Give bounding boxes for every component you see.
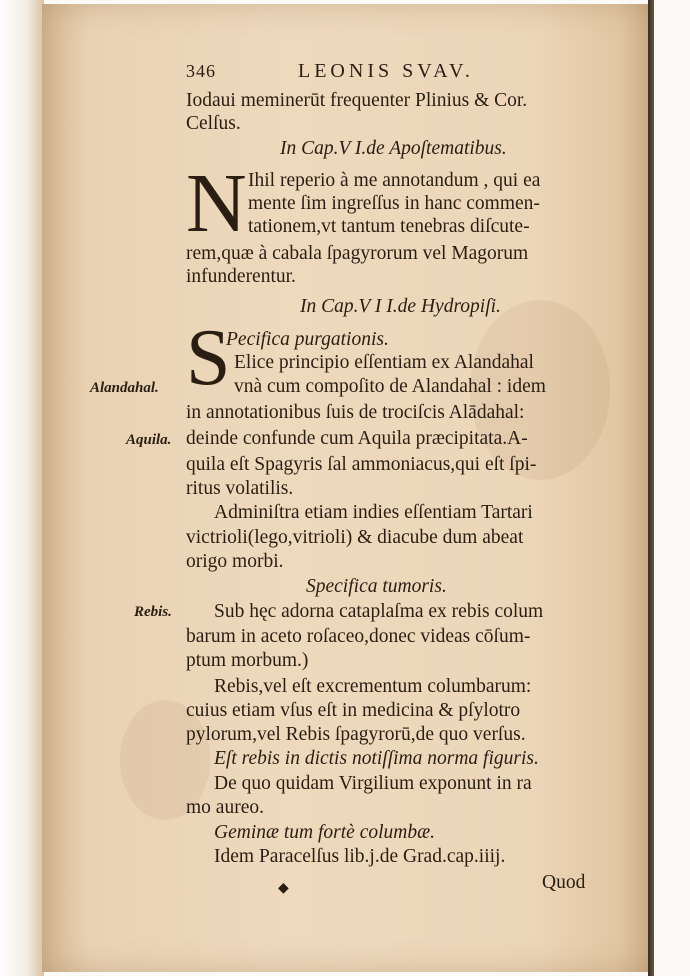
text-line: De quo quidam Virgilium exponunt in ra xyxy=(214,773,532,794)
text-line: victrioli(lego,vitrioli) & diacube dum abeat xyxy=(186,527,524,548)
margin-note: Rebis. xyxy=(134,604,172,620)
margin-note: Aquila. xyxy=(126,432,172,448)
text-line: rem,quæ à cabala ſpagyrorum vel Magorum xyxy=(186,243,529,264)
text-line: vnà cum compoſito de Alandahal : idem xyxy=(234,376,546,397)
book-spine-shadow xyxy=(648,0,654,976)
catchword: Quod xyxy=(542,872,586,893)
text-line: tationem,vt tantum tenebras diſcute- xyxy=(248,216,530,237)
verse-line: Eſt rebis in dictis notiſſima norma figuris. xyxy=(214,748,539,769)
margin-note: Alandahal. xyxy=(90,380,159,396)
text-line: quila eſt Spagyris ſal ammoniacus,qui eſt ſpi- xyxy=(186,454,537,475)
text-line: ptum morbum.) xyxy=(186,650,309,671)
section-heading: In Cap.V I.de Apoſtematibus. xyxy=(280,138,507,159)
text-line: cuius etiam vſus eſt in medicina & pſylotro xyxy=(186,700,521,721)
text-line: pylorum,vel Rebis ſpagyrorū,de quo verſus. xyxy=(186,724,526,745)
text-line: in annotationibus ſuis de trociſcis Alādahal: xyxy=(186,402,525,423)
text-line: Idem Paracelſus lib.j.de Grad.cap.iiij. xyxy=(214,846,506,867)
text-line: mo aureo. xyxy=(186,797,264,818)
subheading: Pecifica purgationis. xyxy=(226,329,389,350)
text-line: Adminiſtra etiam indies eſſentiam Tartari xyxy=(214,502,533,523)
text-line: deinde confunde cum Aquila præcipitata.A- xyxy=(186,428,528,449)
verse-line: Geminæ tum fortè columbæ. xyxy=(214,822,435,843)
text-line: Elice principio eſſentiam ex Alandahal xyxy=(234,352,534,373)
printer-ornament: ◆ xyxy=(278,880,289,896)
text-line: Rebis,vel eſt excrementum columbarum: xyxy=(214,676,532,697)
text-line: barum in aceto roſaceo,donec videas cōſum- xyxy=(186,626,531,647)
left-page-edge xyxy=(0,0,44,976)
text-line: mente ſim ingreſſus in hanc commen- xyxy=(248,193,540,214)
text-line: infunderentur. xyxy=(186,266,296,287)
text-line: Sub hęc adorna cataplaſma ex rebis colum xyxy=(214,601,544,622)
text-line: Ihil reperio à me annotandum , qui ea xyxy=(248,170,541,191)
drop-cap: S xyxy=(186,314,231,402)
text-line: Celſus. xyxy=(186,113,241,134)
text-line: ritus volatilis. xyxy=(186,478,294,499)
page-number: 346 xyxy=(186,61,216,81)
running-title: LEONIS SVAV. xyxy=(298,60,474,82)
text-line: origo morbi. xyxy=(186,551,284,572)
subheading: Specifica tumoris. xyxy=(306,576,447,597)
text-line: Iodaui meminerūt frequenter Plinius & Cor. xyxy=(186,90,528,111)
drop-cap: N xyxy=(186,157,247,250)
section-heading: In Cap.V I I.de Hydropiſi. xyxy=(300,296,501,317)
